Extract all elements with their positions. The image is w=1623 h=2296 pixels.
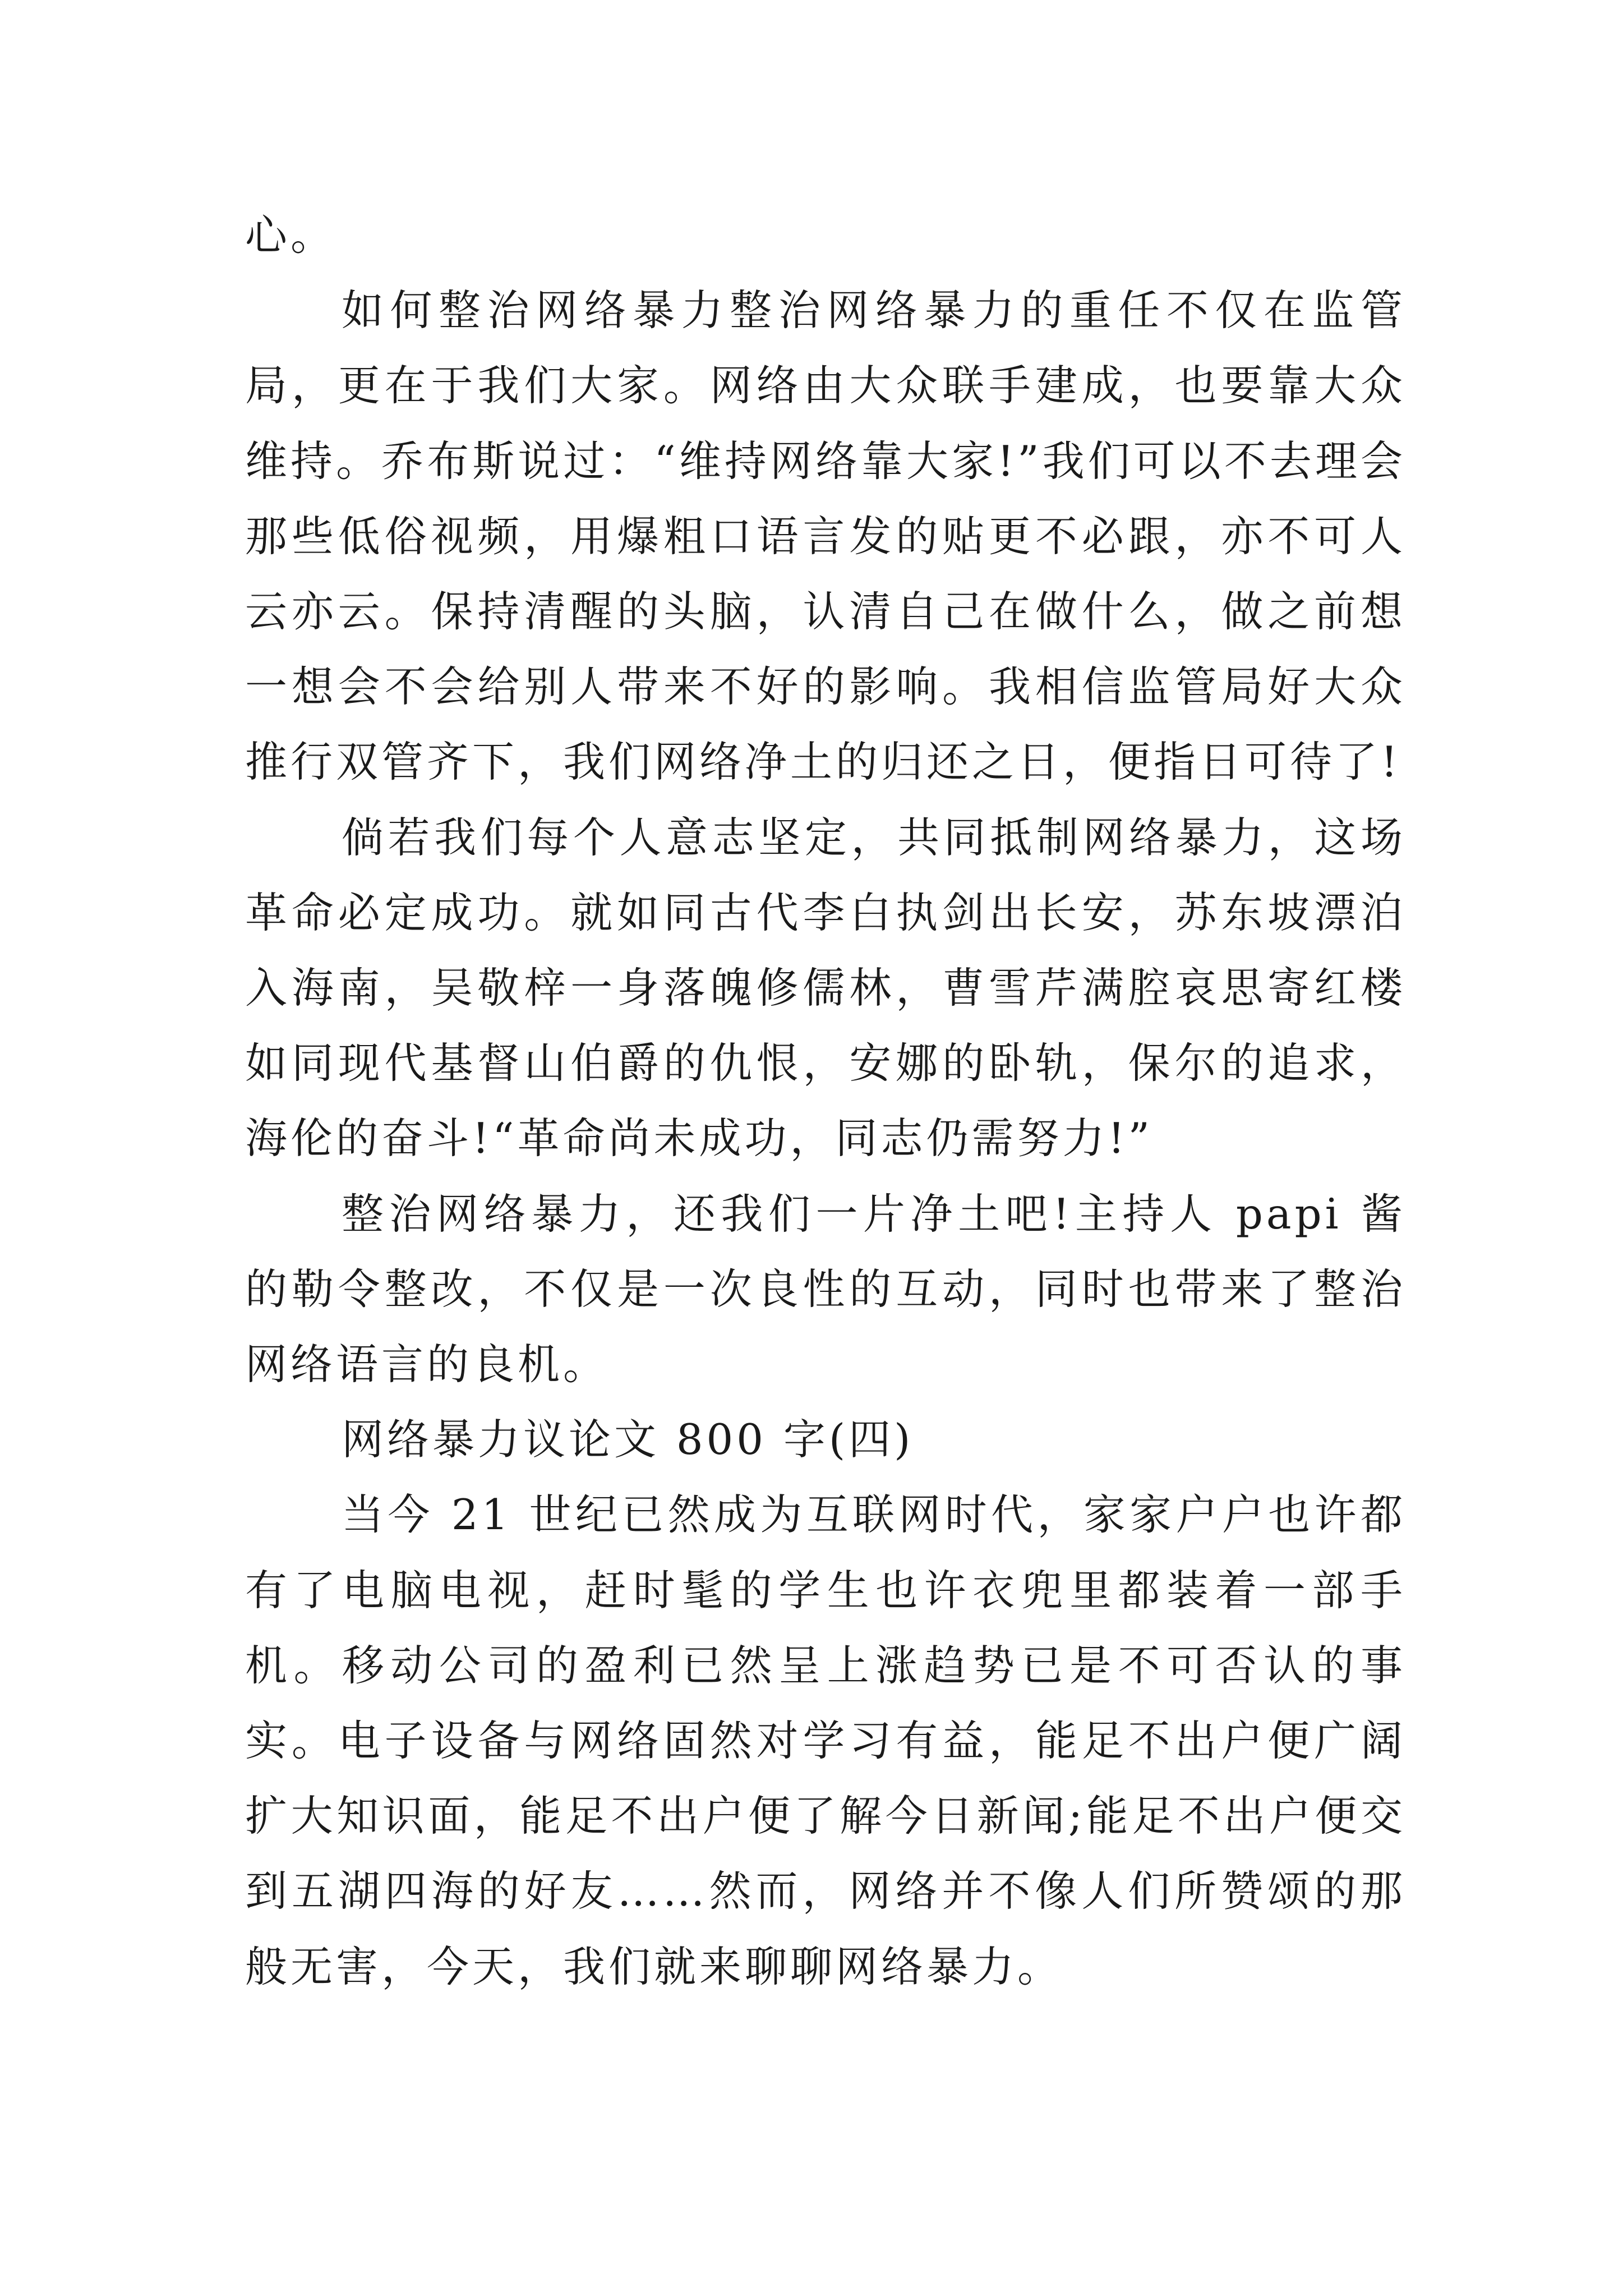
paragraph-fragment: 心。 [245,210,336,260]
document-body [245,197,1406,2004]
paragraph: 整治网络暴力，还我们一片净土吧!主持人 papi 酱的勒令整改，不仅是一次良性的互动，同时也带来了整治网络语言的良机。 [245,1189,1406,1389]
paragraph: 倘若我们每个人意志坚定，共同抵制网络暴力，这场革命必定成功。就如同古代李白执剑出长安，苏东坡漂泊入海南，吴敬梓一身落魄修儒林，曹雪芹满腔哀思寄红楼如同现代基督山伯爵的仇恨，安娜的卧轨，保尔的追求，海伦的奋斗!“革命尚未成功，同志仍需努力!” [245,812,1406,1163]
section-heading: 网络暴力议论文 800 字(四) [342,1415,914,1465]
paragraph: 如何整治网络暴力整治网络暴力的重任不仅在监管局，更在于我们大家。网络由大众联手建成，也要靠大众维持。乔布斯说过：“维持网络靠大家!”我们可以不去理会那些低俗视频，用爆粗口语言发的贴更不必跟，亦不可人云亦云。保持清醒的头脑，认清自己在做什么，做之前想一想会不会给别人带来不好的影响。我相信监管局好大众推行双管齐下，我们网络净土的归还之日，便指日可待了! [245,286,1406,787]
paragraph: 当今 21 世纪已然成为互联网时代，家家户户也许都有了电脑电视，赶时髦的学生也许衣兜里都装着一部手机。移动公司的盈利已然呈上涨趋势已是不可否认的事实。电子设备与网络固然对学习有益，能足不出户便广阔扩大知识面，能足不出户便了解今日新闻;能足不出户便交到五湖四海的好友……然而，网络并不像人们所赞颂的那般无害，今天，我们就来聊聊网络暴力。 [245,1490,1406,1991]
